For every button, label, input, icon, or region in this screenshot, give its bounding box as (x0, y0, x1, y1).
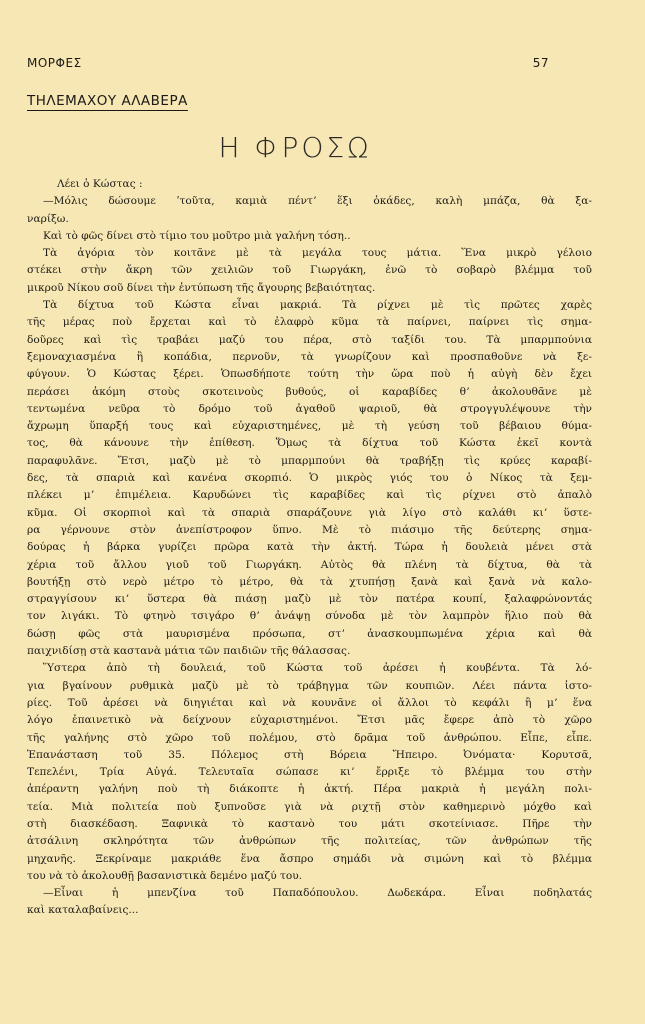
text-line: δες, τὰ σπαριὰ καὶ κανένα σκορπιό. Ὁ μικρὸς γιός του ὁ Νίκος τὰ ξεμ- (27, 472, 592, 485)
text-line: τῆς γαλήνης στὸ χῶρο τοῦ πολέμου, στὸ δρᾶμα τοῦ ἀνθρώπου. Εἶπε, εἶπε. (27, 731, 592, 744)
paragraph (27, 885, 592, 920)
text-line: στέκει στὴν ἄκρη τῶν χειλιῶν τοῦ Γιωργάκη, ἐνῶ τὸ σοβαρὸ βλέμμα τοῦ (27, 264, 592, 277)
text-line: Τεπελένι, Τρία Αὐγά. Τελευταῖα σώπασε κιʼ ἔρριξε τὸ βλέμμα του στὴν (27, 766, 592, 779)
text-line: δούρας ἡ βάρκα γυρίζει πρῶρα κατὰ τὴν ἀκτή. Τώρα ἡ δουλειὰ μένει στὰ (27, 541, 592, 554)
text-line: Ὕστερα ἀπὸ τὴ δουλειά, τοῦ Κώστα τοῦ ἀρέσει ἡ κουβέντα. Τὰ λό- (43, 662, 592, 675)
text-line: δοῦρες καὶ τὶς τραβάει μαζύ του πέρα, στὸ ταξίδι του. Τὰ μπαρμπούνια (27, 333, 592, 346)
text-line: δώσῃ φῶς στὰ μαυρισμένα πρόσωπα, στʼ ἀνασκουμπωμένα χέρια καὶ θὰ (27, 627, 592, 640)
author-name: ΤΗΛΕΜΑΧΟΥ ΑΛΑΒΕΡΑ (27, 93, 188, 109)
text-line: τος, θὰ κάνουνε τὴν ἐπίθεση. Ὅμως τὰ δίχτυα τοῦ Κώστα ἐκεῖ κοντὰ (27, 437, 592, 450)
text-line: Τὰ ἀγόρια τὸν κοιτᾶνε μὲ τὰ μεγάλα τους μάτια. Ἕνα μικρὸ γέλοιο (43, 247, 592, 260)
text-line: παιχνιδίσῃ στὰ καστανὰ μάτια τῶν παιδιῶν τῆς θάλασσας. (27, 645, 351, 658)
text-line: τεία. Μιὰ πολιτεία ποὺ ξυπνοῦσε γιὰ νὰ ριχτῇ στὸν καθημερινὸ μόχθο καὶ (27, 800, 592, 813)
text-line: τῆς μέρας ποὺ ἔρχεται καὶ τὸ ἐλαφρὸ κῦμα τὰ παίρνει, παίρνει τὶς σημα- (27, 316, 592, 329)
paragraph (27, 228, 592, 245)
text-line: φύγουν. Ὁ Κώστας ξέρει. Ὁπωσδήποτε τούτη τὴν ὥρα ποὺ ἡ αὐγὴ δὲν ἔχει (27, 368, 592, 381)
article-body (27, 176, 592, 920)
paragraph (27, 297, 592, 660)
text-line: —Εἶναι ἡ μπενζίνα τοῦ Παπαδόπουλου. Δωδεκάρα. Εἶναι ποδηλατάς (43, 887, 592, 900)
text-line: παραφυλᾶνε. Ἔτσι, μαζὺ μὲ τὸ μπαρμπούνι θὰ τραβήξῃ τὶς κρύες καραβί- (27, 454, 592, 467)
text-line: Ἐπανάσταση τοῦ 35. Πόλεμος στὴ Βόρεια Ἤπειρο. Ὀνόματα· Κορυτσᾶ, (27, 748, 592, 761)
text-line: Καὶ τὸ φῶς δίνει στὸ τίμιο του μοῦτρο μιὰ γαλήνη τόση.. (43, 229, 351, 242)
text-line: για βγαίνουν ρυθμικὰ μαζὺ μὲ τὸ τράβηγμα τῶν κουπιῶν. Λέει πάντα ἱστο- (27, 679, 592, 692)
text-line: μικροῦ Νίκου σοῦ δίνει τὴν ἐντύπωση τῆς ἄγουρης βεβαιότητας. (27, 281, 376, 294)
text-line: ἀπέραντη γαλήνη ποὺ τὴ διάκοπτε ἡ ἀκτή. Πέρα μακριὰ ἡ μεγάλη πολι- (27, 783, 592, 796)
magazine-name: ΜΟΡΦΕΣ (27, 56, 82, 70)
text-line: —Μόλις δώσουμε ʹτοῦτα, καμιὰ πέντʼ ἕξι ὀκάδες, καλὴ μπάζα, θὰ ξα- (43, 195, 592, 208)
text-line: τον λιγάκι. Τὸ φτηνὸ τσιγάρο θʼ ἀνάψῃ σύνοδα μὲ τὸν λαμπρὸν ἥλιο ποὺ θὰ (27, 610, 592, 623)
paragraph (27, 245, 592, 297)
paragraph (27, 660, 592, 885)
text-line: στὴ διασκέδαση. Ξαφνικὰ τὸ καστανὸ του μάτι σκοτείνιασε. Πῆρε τὴν (27, 817, 592, 830)
text-line: ναρίξω. (27, 212, 69, 225)
text-line: βουτήξῃ στὸ νερὸ μέτρο τὸ μέτρο, θὰ τὰ χτυπήσῃ ξανὰ καὶ ξανὰ νὰ καλο- (27, 575, 592, 588)
text-line: χέρια τοῦ ἄλλου γιοῦ τοῦ Γιωργάκη. Αὐτὸς θὰ πλένη τὰ δίχτυα, θὰ τὰ (27, 558, 592, 571)
page-number: 57 (532, 56, 549, 70)
text-line: Τὰ δίχτυα τοῦ Κώστα εἶναι μακριά. Τὰ ρίχνει μὲ τὶς πρῶτες χαρὲς (43, 299, 592, 312)
paragraph (27, 193, 592, 228)
text-line: Λέει ὁ Κώστας : (57, 178, 143, 190)
text-line: πλέκει μʼ ἐπιμέλεια. Καρυδώνει τὶς καραβίδες καὶ τὶς ρίχνει στὸ ἀπαλὸ (27, 489, 592, 502)
text-line: κῦμα. Οἱ σκορπιοὶ καὶ τὰ σπαριὰ σπαράζουνε γιὰ λίγο στὸ καλάθι κιʼ ὕστε- (27, 506, 592, 519)
text-line: στραγγίσουν κιʼ ὕστερα θὰ πιάσῃ μαζὺ μὲ τὸν πατέρα κουπί, ξαλαφρώνοντάς (27, 593, 592, 606)
article-title: Η ΦΡΟΣΩ (218, 131, 372, 164)
text-line: περάσει ἀκόμη στοὺς σκοτεινοὺς βυθούς, οἱ καραβίδες θʼ ἀκολουθᾶνε μὲ (27, 385, 592, 398)
text-line: τεντωμένα νεῦρα τὸ δρόμο τοῦ ἀγαθοῦ ψαριοῦ, θὰ στρογγυλέψουνε τὴν (27, 402, 592, 415)
text-line: ἀτσάλινη σκληρότητα τῶν ἀνθρώπων τῆς πολιτείας, τῶν ἀνθρώπων τῆς (27, 835, 592, 848)
text-line: ξεμοναχιασμένα ἢ κοπάδια, περνοῦν, τὰ γνωρίζουν καὶ προσπαθοῦνε νὰ ξε- (27, 350, 592, 363)
text-line: λόγο ἐπαινετικὸ νὰ δείχνουν εὐχαριστημένοι. Ἔτσι μᾶς ἔφερε ἀπὸ τὸ χῶρο (27, 714, 592, 727)
text-line: ρίες. Τοῦ ἀρέσει νὰ διηγιέται καὶ νὰ κουνᾶνε οἱ ἄλλοι τὸ κεφάλι ἢ μʼ ἕνα (27, 696, 592, 709)
text-line: ρα γέρνουνε στὸν ἀνεπίστροφον ὕπνο. Μὲ τὸ πιάσιμο τῆς δεύτερης σημα- (27, 523, 592, 536)
text-line: μηχανῆς. Ξεκρίναμε μακριάθε ἕνα ἄσπρο σημάδι νὰ σιμώνη καὶ τὸ βλέμμα (27, 852, 592, 865)
page-header (27, 56, 549, 70)
paragraph (27, 176, 592, 193)
text-line: του νὰ τὸ ἀκολουθῇ βασανιστικὰ δεμένο μαζύ του. (27, 869, 303, 882)
text-line: ἄχρωμη ὕπαρξή τους καὶ εὐχαριστημένες, μὲ τὴ γεύση τοῦ βέβαιου θύμα- (27, 420, 592, 433)
text-line: καὶ καταλαβαίνεις... (27, 904, 139, 917)
